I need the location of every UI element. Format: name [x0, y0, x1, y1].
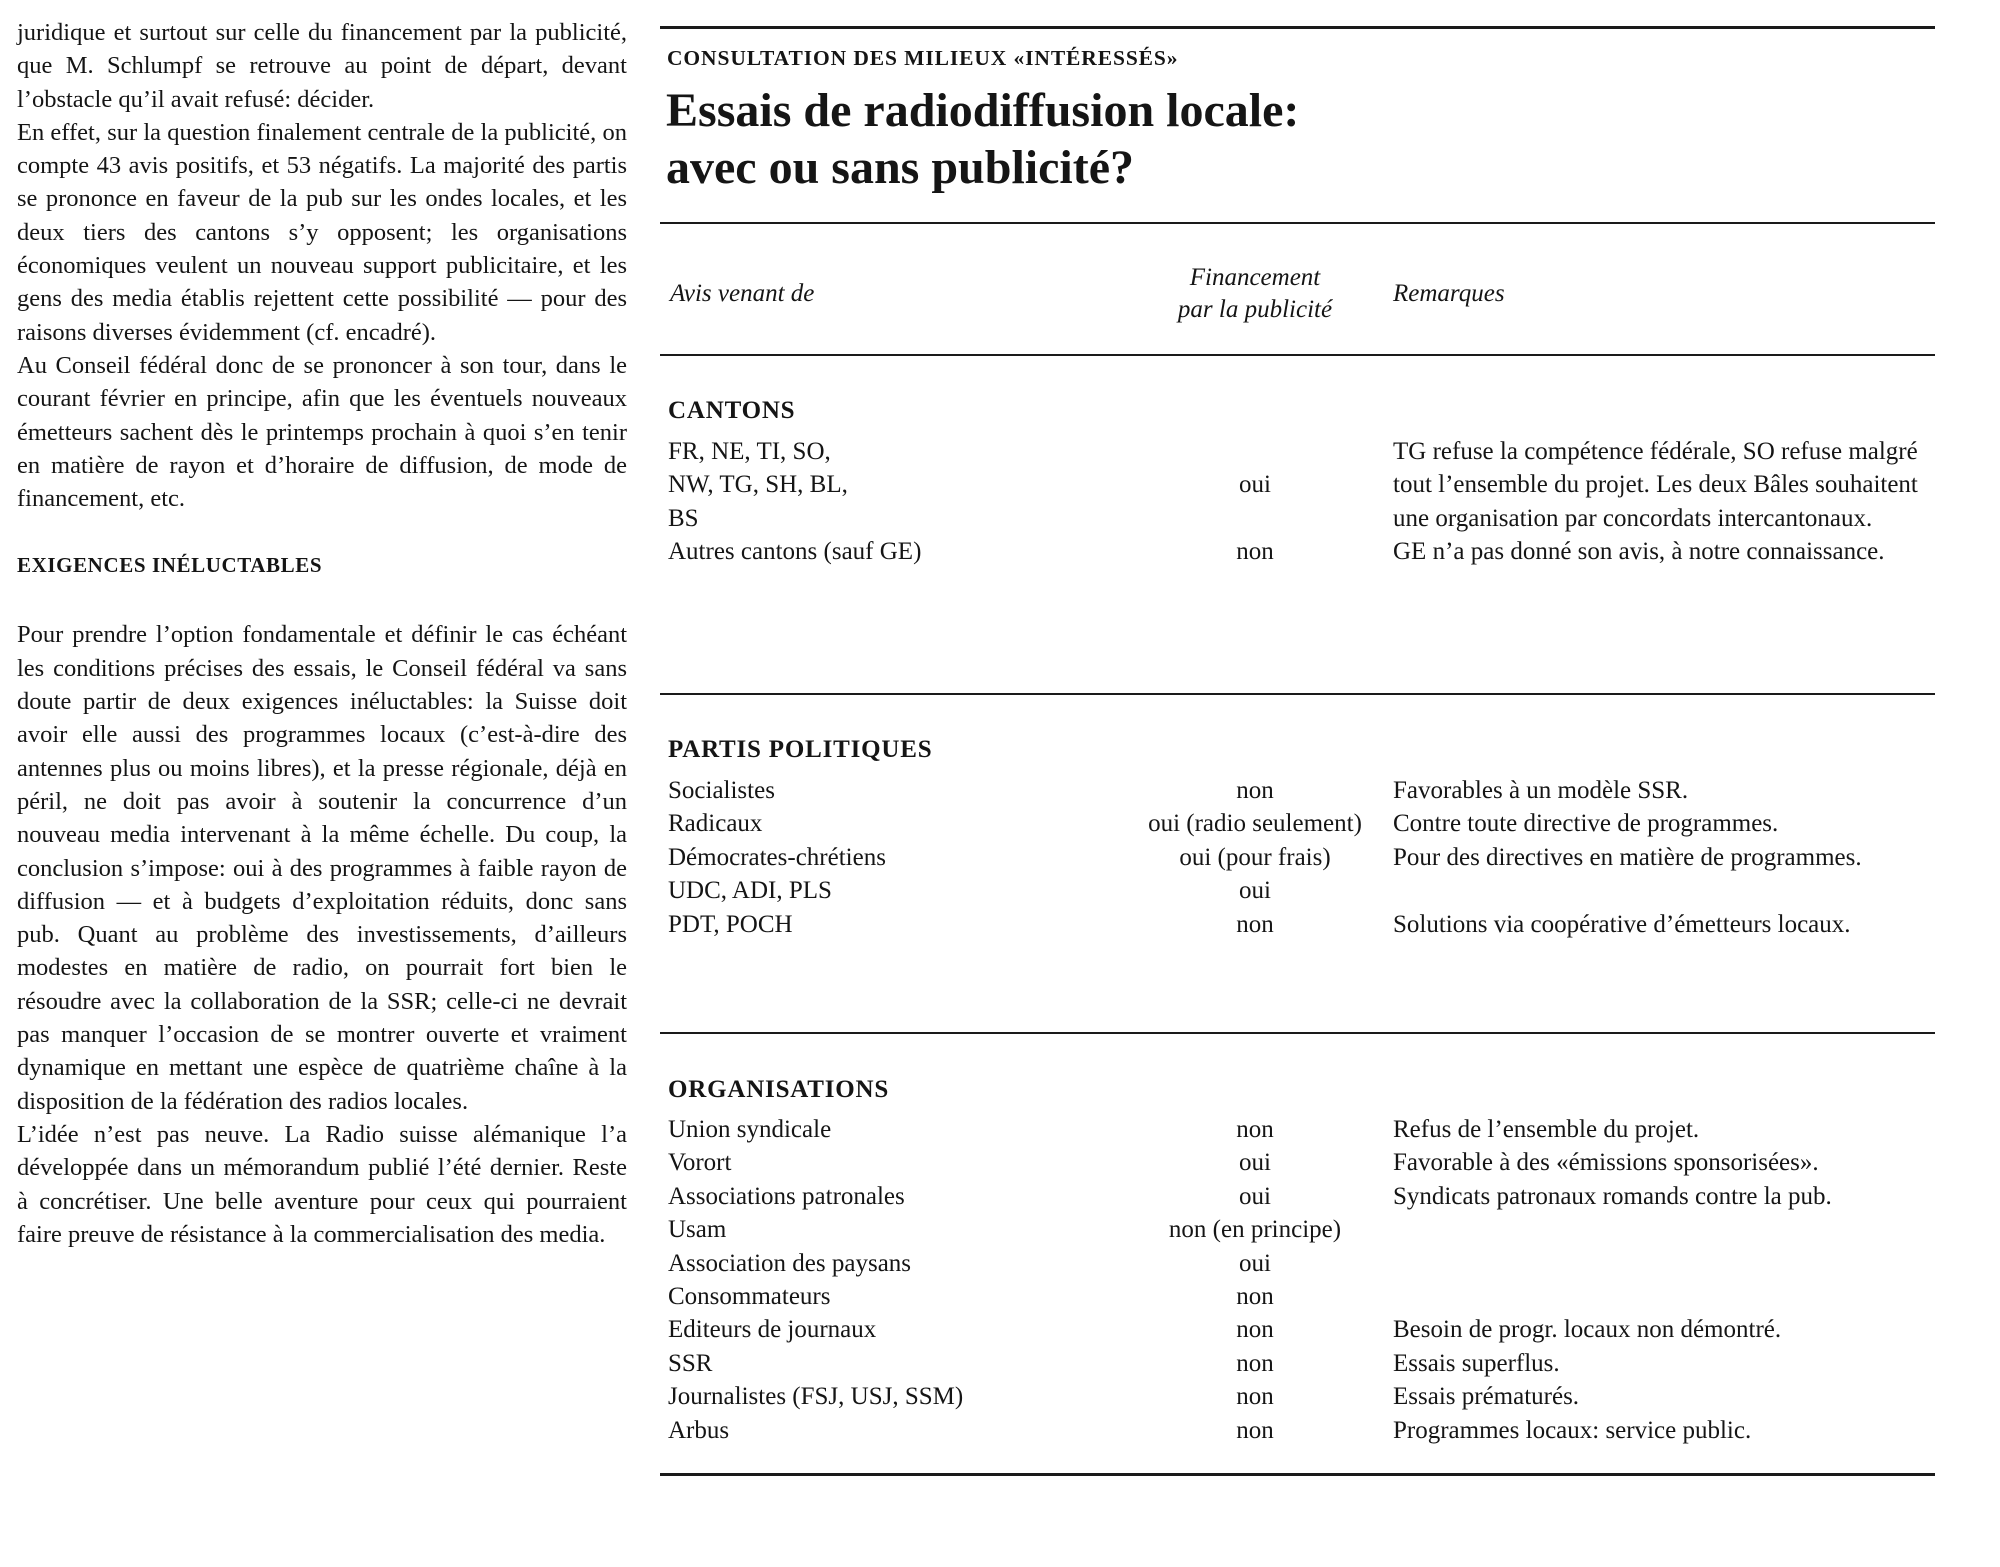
headline: [666, 82, 1299, 196]
row-source: Arbus: [668, 1416, 730, 1444]
row-remark: Favorables à un modèle SSR.: [1393, 777, 1689, 804]
paragraph: juridique et surtout sur celle du financement par la publicité, que M. Schlumpf se retrouve au point de départ, devant l’obstacle qu’il avait refusé: décider.: [17, 19, 627, 113]
paragraph: Pour prendre l’option fondamentale et définir le cas échéant les conditions précises des essais, le Conseil fédéral va sans doute partir de deux exigences inéluctables: la Suisse doit avoir elle aussi des programmes locaux (c’est-à-dire des antennes plus ou moins libres), et la presse régionale, déjà en péril, ne doit pas avoir à soutenir la concurrence d’un nouveau media intervenant à la même échelle. Du coup, la conclusion s’impose: oui à des programmes à faible rayon de diffusion — et à budgets d’exploitation réduits, donc sans pub. Quant au problème des investissements, d’ailleurs modestes en matière de radio, on pourrait fort bien le résoudre avec la collaboration de la SSR; celle-ci ne devrait pas manquer l’occasion de se montrer ouverte et vraiment dynamique en mettant une espèce de quatrième chaîne à la disposition de la fédération des radios locales.: [17, 621, 627, 1115]
section-title-organisations: ORGANISATIONS: [668, 1076, 890, 1103]
paragraph: Au Conseil fédéral donc de se prononcer à son tour, dans le courant février en principe, afin que les éventuels nouveaux émetteurs sachent dès le printemps prochain à quoi s’en tenir en matière de rayon et d’horaire de diffusion, de mode de financement, etc.: [17, 351, 627, 513]
row-financing: non: [1236, 1283, 1274, 1310]
kicker: CONSULTATION DES MILIEUX «INTÉRESSÉS»: [667, 46, 1179, 70]
headline-line: Essais de radiodiffusion locale:: [666, 84, 1300, 137]
table-row: [660, 807, 1950, 840]
table-row: [660, 874, 1950, 907]
row-financing: non: [1236, 538, 1274, 566]
paragraph: L’idée n’est pas neuve. La Radio suisse alémanique l’a développée dans un mémorandum publié l’été dernier. Reste à concrétiser. Une belle aventure pour ceux qui pourraient faire preuve de résistance à la commercialisation des media.: [17, 1120, 627, 1248]
row-source: Editeurs de journaux: [668, 1316, 877, 1344]
cantons-rows: [660, 435, 1950, 569]
row-source: PDT, POCH: [668, 910, 793, 938]
table-row: [660, 1347, 1950, 1380]
row-source: Socialistes: [668, 777, 775, 804]
row-financing: oui: [1239, 1182, 1271, 1210]
table-row: [660, 1380, 1950, 1413]
table-row: [660, 774, 1950, 807]
row-source: Usam: [668, 1216, 727, 1244]
section-title-cantons: CANTONS: [668, 397, 796, 424]
row-source: Autres cantons (sauf GE): [668, 538, 922, 566]
table-row: [660, 841, 1950, 874]
row-source: Associations patronales: [668, 1182, 905, 1210]
row-source: SSR: [668, 1349, 713, 1377]
table-row: [660, 1313, 1950, 1346]
row-financing: non: [1236, 1416, 1274, 1444]
table-row: [660, 435, 1950, 535]
divider: [660, 693, 1935, 695]
column-header-line: Financement: [1189, 264, 1321, 291]
row-financing: non: [1236, 777, 1274, 804]
row-financing: non: [1236, 1316, 1274, 1344]
row-remark: GE n’a pas donné son avis, à notre connaissance.: [1393, 538, 1885, 566]
row-remark: Essais prématurés.: [1393, 1383, 1580, 1411]
subheading: EXIGENCES INÉLUCTABLES: [17, 553, 323, 578]
row-source: Vorort: [668, 1149, 732, 1177]
row-remark: Refus de l’ensemble du projet.: [1393, 1116, 1700, 1143]
row-financing: non: [1236, 1383, 1274, 1411]
top-rule: [660, 26, 1935, 29]
row-financing: non: [1236, 1349, 1274, 1377]
bottom-rule: [660, 1473, 1935, 1476]
row-financing: non: [1236, 1116, 1274, 1143]
row-remark: Besoin de progr. locaux non démontré.: [1393, 1316, 1782, 1344]
row-financing: oui: [1239, 877, 1271, 905]
row-financing: oui: [1239, 1249, 1271, 1277]
partis-rows: [660, 774, 1950, 941]
headline-line: avec ou sans publicité?: [666, 141, 1135, 194]
row-source: Union syndicale: [668, 1116, 832, 1143]
table-row: [660, 1213, 1950, 1246]
row-remark: Favorable à des «émissions sponsorisées».: [1393, 1149, 1819, 1177]
row-remark: Programmes locaux: service public.: [1393, 1416, 1752, 1444]
row-financing: non (en principe): [1168, 1216, 1342, 1244]
row-source: Consommateurs: [668, 1283, 831, 1310]
column-header-remarks: Remarques: [1393, 280, 1505, 307]
row-financing: oui (pour frais): [1179, 843, 1331, 871]
consultation-box: [660, 0, 1950, 1567]
organisations-rows: [660, 1113, 1950, 1447]
table-row: [660, 1113, 1950, 1146]
row-remark: TG refuse la compétence fédérale, SO refuse malgré tout l’ensemble du projet. Les deux Bâles souhaitent une organisation par concordats intercantonaux.: [1393, 438, 1918, 532]
row-financing: non: [1236, 910, 1274, 938]
divider: [660, 222, 1935, 224]
row-source: FR, NE, TI, SO,: [668, 438, 831, 465]
row-source: Association des paysans: [668, 1249, 912, 1277]
table-row: [660, 1180, 1950, 1213]
row-financing: oui (radio seulement): [1148, 810, 1362, 838]
row-financing: oui: [1239, 471, 1271, 499]
row-source: Radicaux: [668, 810, 763, 838]
table-row: [660, 1280, 1950, 1313]
row-source: Démocrates-chrétiens: [668, 843, 886, 871]
row-source: UDC, ADI, PLS: [668, 877, 832, 905]
divider: [660, 1032, 1935, 1034]
paragraph: En effet, sur la question finalement centrale de la publicité, on compte 43 avis positifs, et 53 négatifs. La majorité des partis se prononce en faveur de la pub sur les ondes locales, et les deux tiers des cantons s’y opposent; les organisations économiques veulent un nouveau support publicitaire, et les gens des media établis rejettent cette possibilité — pour des raisons diverses évidemment (cf. encadré).: [17, 118, 627, 346]
row-remark: Essais superflus.: [1393, 1349, 1560, 1377]
row-financing: oui: [1239, 1149, 1271, 1177]
column-header-line: par la publicité: [1177, 296, 1333, 323]
table-row: [660, 1146, 1950, 1179]
table-row: [660, 1414, 1950, 1447]
row-source: BS: [668, 504, 699, 532]
table-row: [660, 535, 1950, 568]
divider: [660, 354, 1935, 356]
section-title-partis: PARTIS POLITIQUES: [668, 736, 933, 763]
row-source: Journalistes (FSJ, USJ, SSM): [668, 1383, 964, 1411]
table-row: [660, 1247, 1950, 1280]
row-remark: Solutions via coopérative d’émetteurs locaux.: [1393, 910, 1851, 938]
article-left-column: [17, 16, 627, 1251]
row-remark: Syndicats patronaux romands contre la pub.: [1393, 1182, 1832, 1210]
row-remark: Pour des directives en matière de programmes.: [1393, 843, 1862, 871]
row-source: NW, TG, SH, BL,: [668, 471, 848, 499]
table-row: [660, 908, 1950, 941]
column-header-source: Avis venant de: [670, 280, 815, 307]
row-remark: Contre toute directive de programmes.: [1393, 810, 1779, 838]
